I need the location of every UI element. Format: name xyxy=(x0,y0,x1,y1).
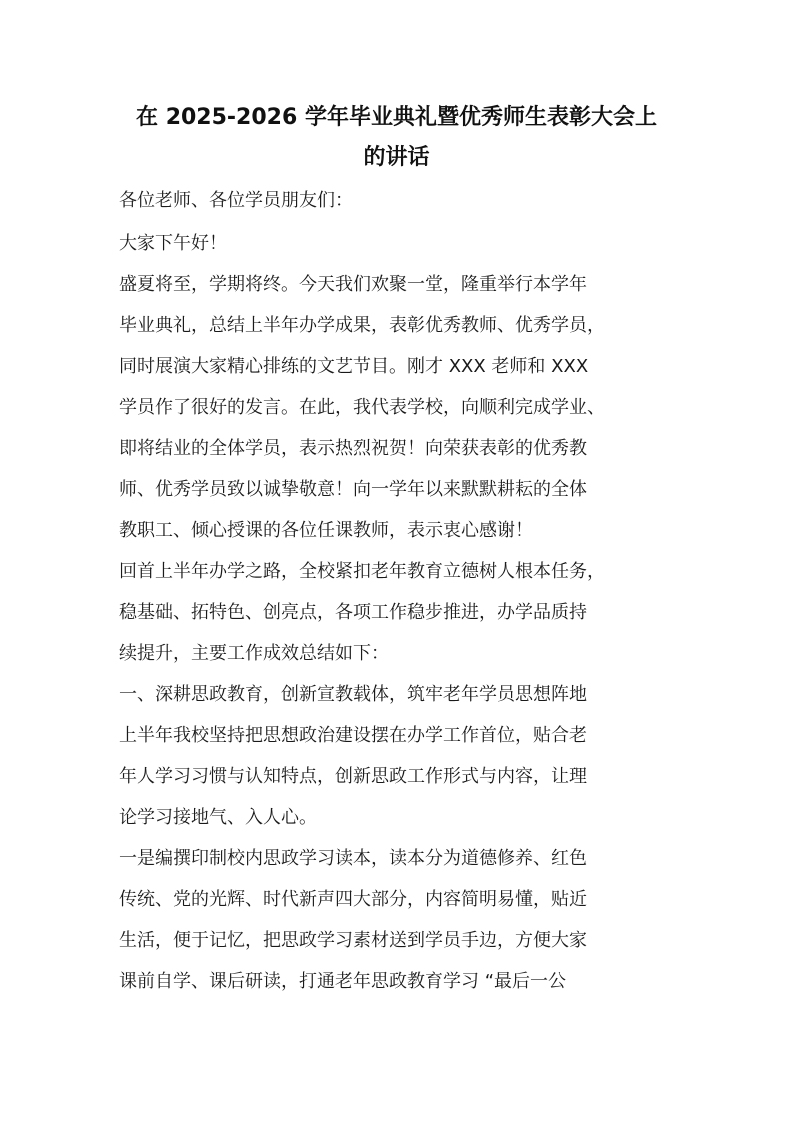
body-text-line: 传统、党的光辉、时代新声四大部分，内容简明易懂，贴近 xyxy=(119,889,587,910)
body-text-line: 续提升，主要工作成效总结如下： xyxy=(119,643,389,664)
body-text-line: 学员作了很好的发言。在此，我代表学校，向顺利完成学业、 xyxy=(119,397,605,418)
section-heading: 一、深耕思政教育，创新宣教载体，筑牢老年学员思想阵地 xyxy=(119,684,587,705)
body-text-line: 即将结业的全体学员，表示热烈祝贺！向荣获表彰的优秀教 xyxy=(119,438,587,459)
body-text-line: 毕业典礼，总结上半年办学成果，表彰优秀教师、优秀学员， xyxy=(119,315,605,336)
salutation: 各位老师、各位学员朋友们： xyxy=(119,190,353,211)
body-text-line: 教职工、倾心授课的各位任课教师，表示衷心感谢！ xyxy=(119,520,533,541)
body-text-line: 一是编撰印制校内思政学习读本，读本分为道德修养、红色 xyxy=(119,848,587,869)
body-text-line: 课前自学、课后研读，打通老年思政教育学习 “最后一公 xyxy=(119,971,567,992)
body-text-line: 论学习接地气、入人心。 xyxy=(119,807,317,828)
body-text-line: 回首上半年办学之路，全校紧扣老年教育立德树人根本任务， xyxy=(119,561,605,582)
body-text-line: 年人学习习惯与认知特点，创新思政工作形式与内容，让理 xyxy=(119,766,587,787)
body-text-line: 上半年我校坚持把思想政治建设摆在办学工作首位，贴合老 xyxy=(119,725,587,746)
greeting: 大家下午好！ xyxy=(119,233,227,254)
body-text-line: 师、优秀学员致以诚挚敬意！向一学年以来默默耕耘的全体 xyxy=(119,479,587,500)
document-title-line-1: 在 2025-2026 学年毕业典礼暨优秀师生表彰大会上 xyxy=(136,105,657,130)
document-title-line-2: 的讲话 xyxy=(363,145,430,170)
body-text-line: 盛夏将至，学期将终。今天我们欢聚一堂，隆重举行本学年 xyxy=(119,274,587,295)
body-text-line: 稳基础、拓特色、创亮点，各项工作稳步推进，办学品质持 xyxy=(119,602,587,623)
body-text-line: 生活，便于记忆，把思政学习素材送到学员手边，方便大家 xyxy=(119,930,587,951)
body-text-line: 同时展演大家精心排练的文艺节目。刚才 XXX 老师和 XXX xyxy=(119,356,589,377)
